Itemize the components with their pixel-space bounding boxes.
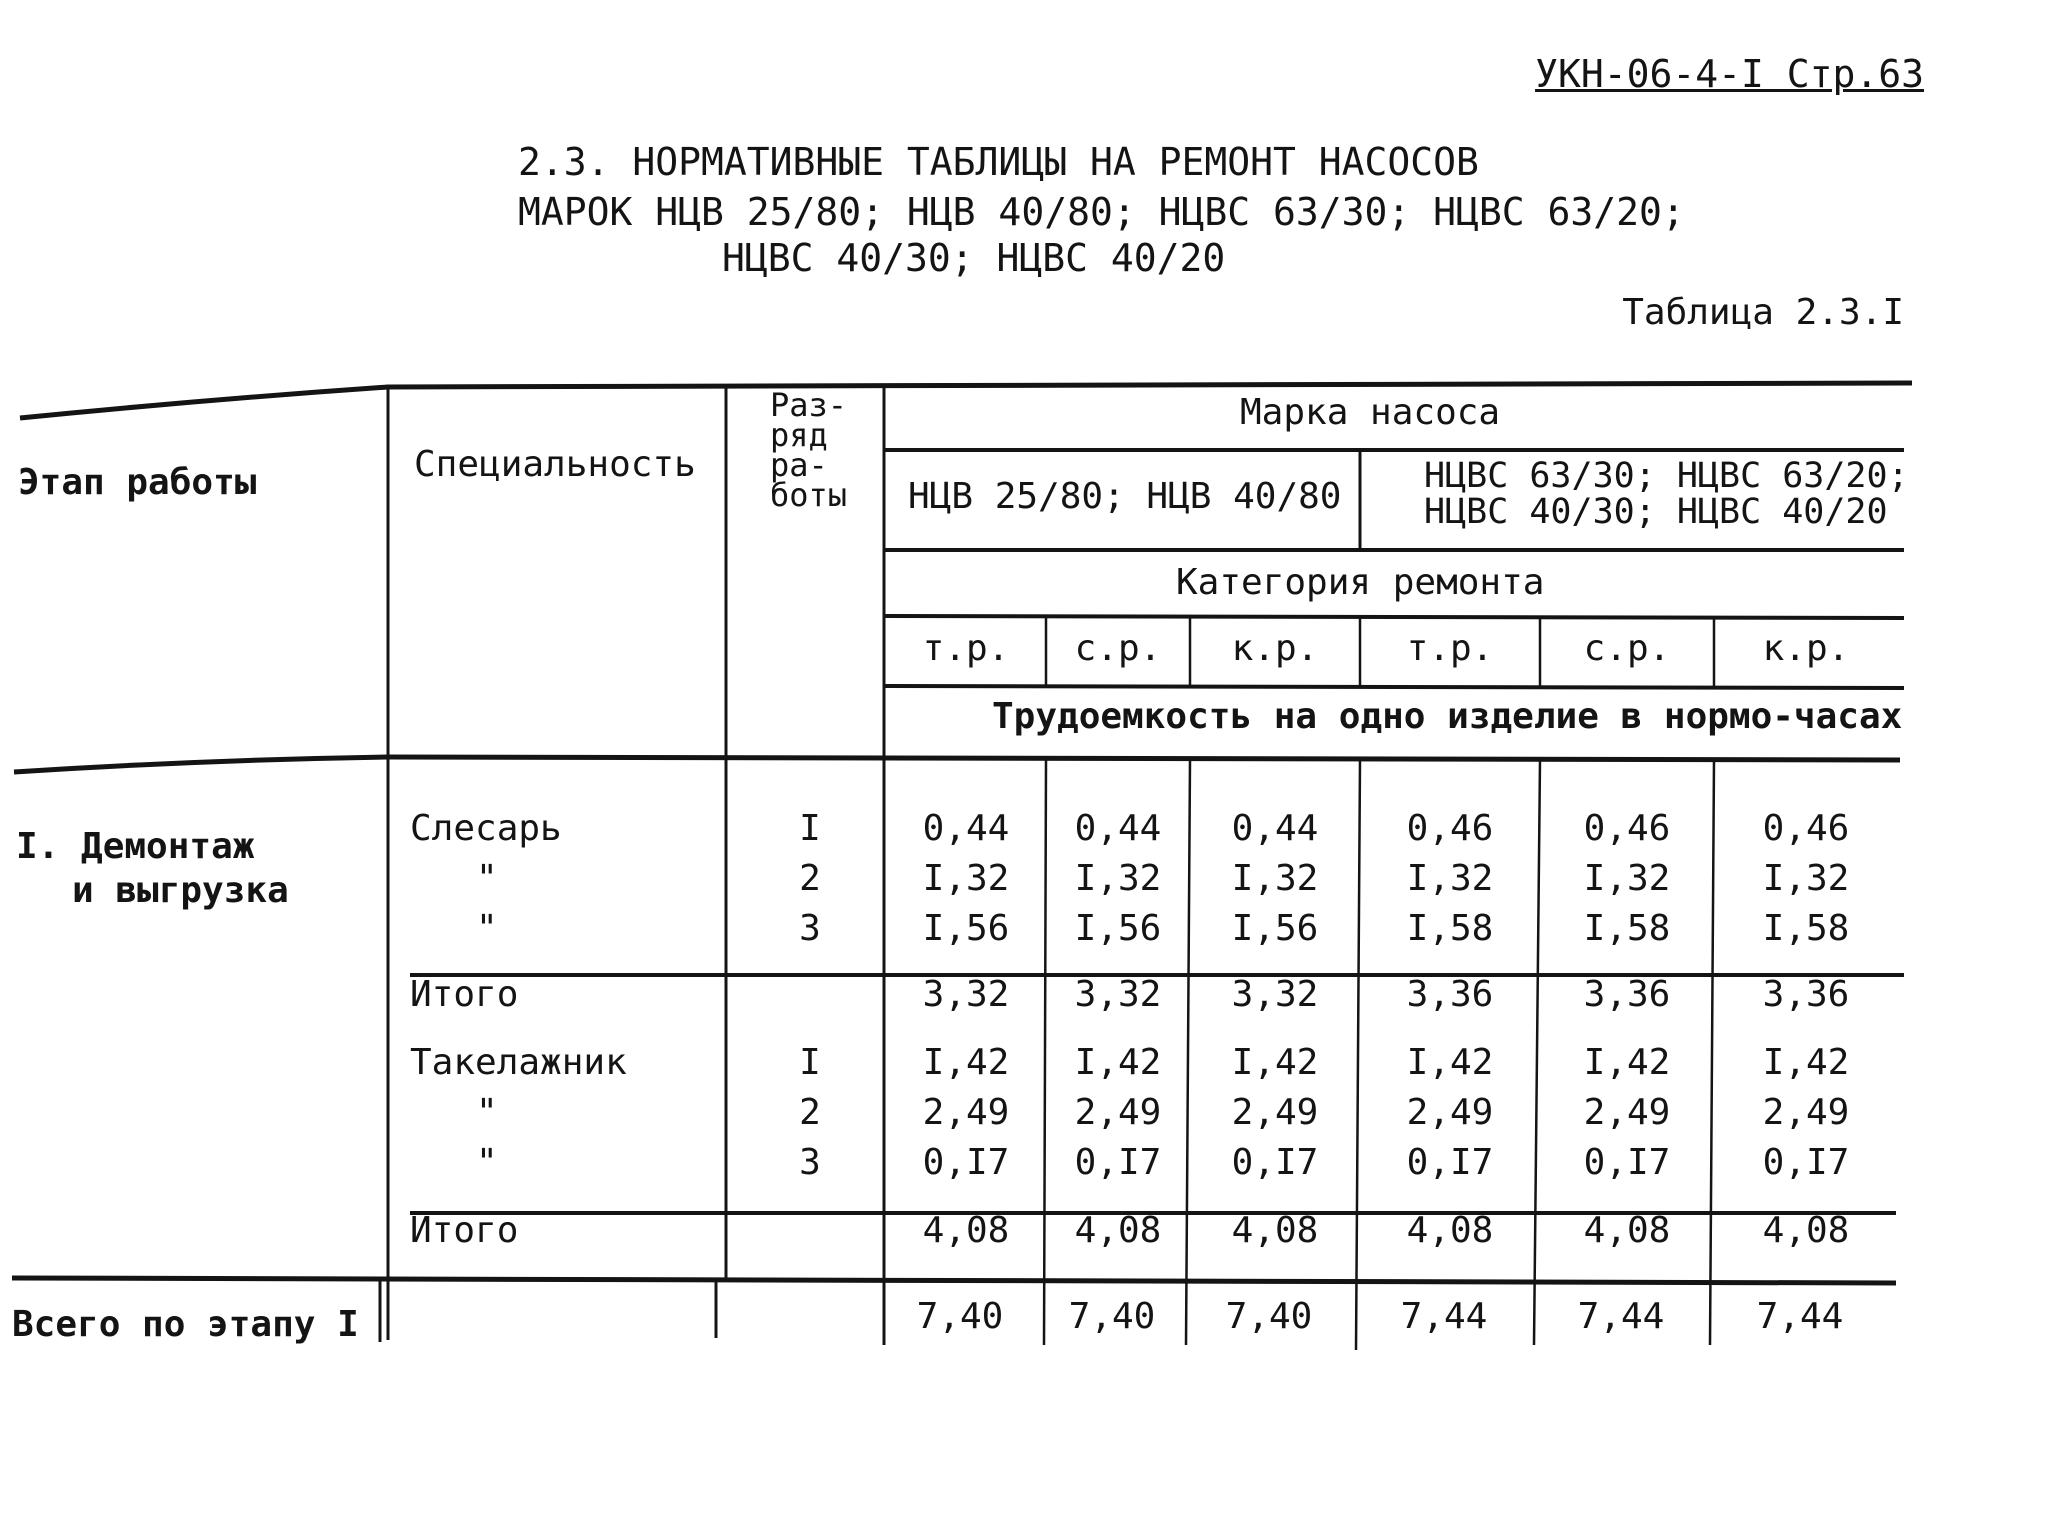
document-reference: УКН-06-4-I Стр.63	[1535, 52, 1924, 96]
row-value-cell: I,42	[1074, 1042, 1162, 1083]
row-value-cell: I,58	[1406, 908, 1494, 949]
header-category-cell: к.р.	[1231, 628, 1319, 669]
row-value-cell: I,32	[1406, 858, 1494, 899]
header-grade-line-3: ра-	[770, 446, 828, 484]
row-value-cell: I,58	[1762, 908, 1850, 949]
row-value-cell: 0,44	[922, 808, 1010, 849]
header-labor: Трудоемкость на одно изделие в нормо-часах	[992, 696, 1903, 737]
row-value-cell: 0,I7	[922, 1142, 1010, 1183]
row-specialty: "	[476, 908, 498, 949]
header-grade-line-4: боты	[770, 476, 848, 514]
header-category-cell: с.р.	[1074, 628, 1162, 669]
row-value-cell: I,42	[922, 1042, 1010, 1083]
header-group-2-line-1: НЦВС 63/30; НЦВС 63/20;	[1424, 456, 1909, 496]
row-value-cell: 2,49	[1583, 1092, 1671, 1133]
header-group-2	[1424, 458, 1909, 530]
row-value-cell: 0,44	[1074, 808, 1162, 849]
row-value-cell: 3,32	[1074, 974, 1162, 1015]
stage-1-label-line-2: и выгрузка	[72, 870, 289, 911]
header-category-cell: т.р.	[1406, 628, 1494, 669]
row-grade: 3	[799, 908, 821, 949]
row-value-cell: 4,08	[1231, 1210, 1319, 1251]
title-line-1: 2.3. НОРМАТИВНЫЕ ТАБЛИЦЫ НА РЕМОНТ НАСОСОВ	[518, 140, 1479, 184]
row-value-cell: 0,I7	[1074, 1142, 1162, 1183]
row-value-cell: 3,32	[922, 974, 1010, 1015]
total-value-cell: 7,44	[1577, 1296, 1665, 1337]
row-grade: I	[799, 808, 821, 849]
row-value-cell: I,42	[1406, 1042, 1494, 1083]
total-value-cell: 7,40	[1068, 1296, 1156, 1337]
header-group-2-line-2: НЦВС 40/30; НЦВС 40/20	[1424, 492, 1888, 532]
row-value-cell: I,56	[1074, 908, 1162, 949]
row-value-cell: 0,46	[1406, 808, 1494, 849]
row-value-cell: 2,49	[1074, 1092, 1162, 1133]
row-specialty: "	[476, 1092, 498, 1133]
title-line-3: НЦВС 40/30; НЦВС 40/20	[722, 236, 1226, 280]
row-specialty: "	[476, 1142, 498, 1183]
row-value-cell: I,32	[1583, 858, 1671, 899]
row-specialty: Итого	[410, 1210, 519, 1251]
row-value-cell: 0,44	[1231, 808, 1319, 849]
row-value-cell: 4,08	[922, 1210, 1010, 1251]
row-specialty: Такелажник	[410, 1042, 627, 1083]
table-number: Таблица 2.3.I	[1622, 292, 1904, 333]
row-value-cell: 4,08	[1406, 1210, 1494, 1251]
row-grade: 2	[799, 858, 821, 899]
row-value-cell: 4,08	[1074, 1210, 1162, 1251]
row-value-cell: 2,49	[1406, 1092, 1494, 1133]
header-pump-brand: Марка насоса	[1240, 392, 1501, 433]
stage-1-label-line-1: I. Демонтаж	[16, 826, 255, 867]
row-value-cell: 4,08	[1583, 1210, 1671, 1251]
header-group-1: НЦВ 25/80; НЦВ 40/80	[908, 476, 1342, 517]
row-value-cell: 0,I7	[1231, 1142, 1319, 1183]
row-value-cell: 4,08	[1762, 1210, 1850, 1251]
row-value-cell: I,32	[1074, 858, 1162, 899]
row-specialty: Итого	[410, 974, 519, 1015]
row-value-cell: 2,49	[1231, 1092, 1319, 1133]
header-grade	[770, 386, 848, 514]
header-category-cell: с.р.	[1583, 628, 1671, 669]
row-specialty: "	[476, 858, 498, 899]
row-value-cell: 3,32	[1231, 974, 1319, 1015]
header-repair-category: Категория ремонта	[1176, 562, 1545, 603]
header-grade-line-1: Раз-	[770, 386, 848, 424]
title-line-2: МАРОК НЦВ 25/80; НЦВ 40/80; НЦВС 63/30; НЦВС 63/20;	[518, 190, 1685, 234]
total-label: Всего по этапу I	[12, 1304, 359, 1345]
total-value-cell: 7,44	[1400, 1296, 1488, 1337]
row-value-cell: I,32	[1762, 858, 1850, 899]
row-value-cell: I,42	[1231, 1042, 1319, 1083]
row-value-cell: I,32	[1231, 858, 1319, 899]
row-value-cell: I,42	[1583, 1042, 1671, 1083]
row-value-cell: I,42	[1762, 1042, 1850, 1083]
row-value-cell: I,32	[922, 858, 1010, 899]
header-category-cell: к.р.	[1762, 628, 1850, 669]
header-stage: Этап работы	[18, 462, 257, 503]
row-value-cell: 0,I7	[1583, 1142, 1671, 1183]
row-value-cell: I,58	[1583, 908, 1671, 949]
total-value-cell: 7,40	[1225, 1296, 1313, 1337]
row-value-cell: 0,I7	[1762, 1142, 1850, 1183]
total-value-cell: 7,44	[1756, 1296, 1844, 1337]
row-grade: I	[799, 1042, 821, 1083]
row-value-cell: 0,46	[1583, 808, 1671, 849]
row-value-cell: 3,36	[1406, 974, 1494, 1015]
row-grade: 2	[799, 1092, 821, 1133]
row-value-cell: 0,I7	[1406, 1142, 1494, 1183]
row-specialty: Слесарь	[410, 808, 562, 849]
row-value-cell: 0,46	[1762, 808, 1850, 849]
header-category-cell: т.р.	[922, 628, 1010, 669]
row-value-cell: 2,49	[1762, 1092, 1850, 1133]
row-value-cell: 3,36	[1762, 974, 1850, 1015]
row-value-cell: I,56	[922, 908, 1010, 949]
header-grade-line-2: ряд	[770, 416, 828, 454]
total-value-cell: 7,40	[916, 1296, 1004, 1337]
row-grade: 3	[799, 1142, 821, 1183]
header-specialty: Специальность	[414, 444, 696, 485]
row-value-cell: 2,49	[922, 1092, 1010, 1133]
row-value-cell: 3,36	[1583, 974, 1671, 1015]
row-value-cell: I,56	[1231, 908, 1319, 949]
